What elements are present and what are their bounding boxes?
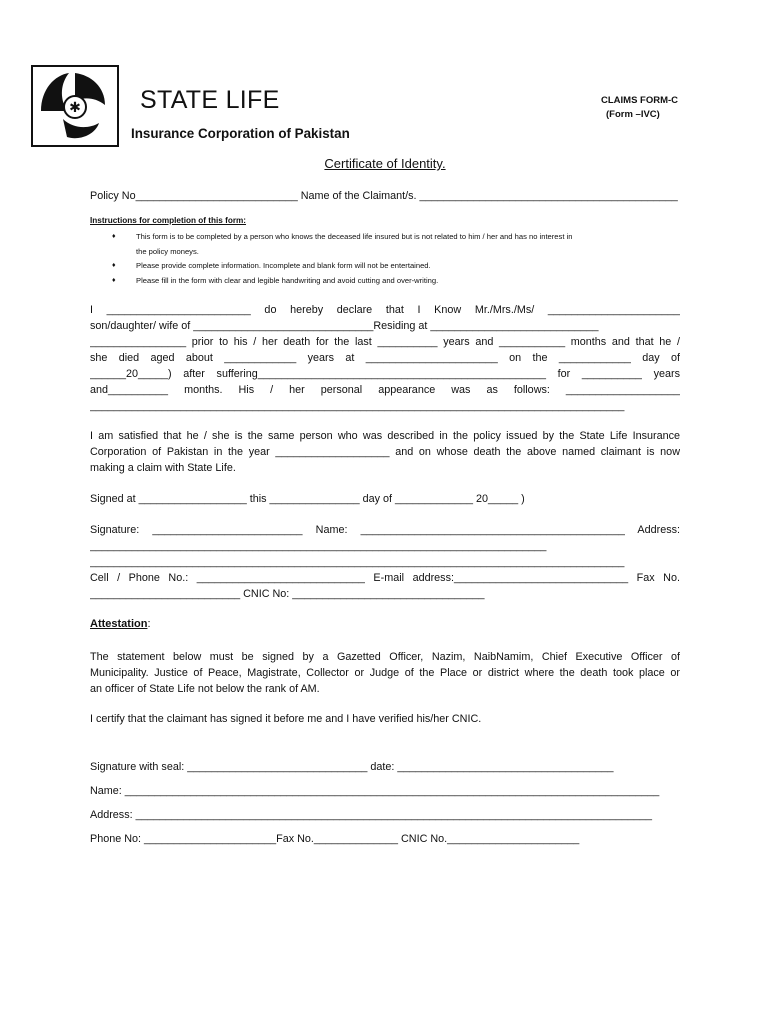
declaration-block[interactable] [90,302,680,414]
form-code: CLAIMS FORM-C [601,95,679,106]
company-subtitle: Insurance Corporation of Pakistan [131,126,350,141]
instruction-item: ♦ This form is to be completed by a person who knows the deceased life insured but is not related to him / her and has no interest in [112,230,684,245]
declaration-line[interactable]: son/daughter/ wife of ______________________________Residing at ____________________________ [90,320,599,332]
form-subcode: (Form –IVC) [606,109,660,120]
signature-block[interactable] [90,522,680,602]
instruction-item-continued: the policy moneys. [136,246,199,256]
attester-name-line[interactable]: Name: _________________________________________________________________________________________ [90,785,660,797]
attester-address-line[interactable]: Address: ______________________________________________________________________________________ [90,809,653,821]
instruction-item: ♦ Please provide complete information. Incomplete and blank form will not be entertained. [112,259,684,274]
certify-statement: I certify that the claimant has signed it before me and I have verified his/her CNIC. [90,713,482,725]
contact-line[interactable]: Cell / Phone No.: ____________________________ E-mail address:_____________________________ Fax No. [90,572,680,584]
company-name: STATE LIFE [140,86,280,114]
declaration-line[interactable]: I ________________________ do hereby declare that I Know Mr./Mrs./Ms/ ______________________ [90,304,680,316]
state-life-logo-icon [31,65,119,147]
signature-seal-date-line[interactable]: Signature with seal: ______________________________ date: ____________________________________ [90,761,614,773]
declaration-line[interactable]: and__________ months. His / her personal appearance was as follows: ___________________ [90,384,680,396]
declaration-line[interactable]: _________________________________________________________________________________________ [90,400,625,412]
form-code-block [601,94,678,122]
address-line[interactable]: ____________________________________________________________________________ [90,540,547,552]
attestation-fields[interactable] [90,759,690,847]
declaration-line[interactable]: ________________ prior to his / her death for the last __________ years and ___________ months and that he / [90,336,680,348]
certificate-title: Certificate of Identity. [324,156,446,171]
declaration-line[interactable]: she died aged about ____________ years at ______________________ on the ____________ day of [90,352,680,364]
bullet-icon: ♦ [112,276,116,284]
attestation-statement: The statement below must be signed by a Gazetted Officer, Nazim, NaibNamim, Chief Executive Officer of Municipality. Justice of Peace, Magistrate, Collector or Judge of the Place or district where the death took place or an officer of State Life not below the rank of AM. [90,651,680,695]
signature-name-address-line[interactable]: Signature: _________________________ Name: ____________________________________________ Address: [90,524,680,536]
instructions-list [112,230,684,288]
bullet-icon: ♦ [112,262,116,269]
policy-claimant-line[interactable]: Policy No___________________________ Name of the Claimant/s. ___________________________________________ [90,190,678,202]
address-line[interactable]: _________________________________________________________________________________________ [90,556,625,568]
bullet-icon: ♦ [112,233,116,240]
attestation-heading: Attestation: [90,618,151,630]
declaration-line[interactable]: ______20_____) after suffering________________________________________________ for __________ years [90,368,680,380]
svg-text:✱: ✱ [69,100,81,116]
instruction-item: ♦ Please fill in the form with clear and legible handwriting and avoid cutting and over-writing. [112,274,684,289]
fax-cnic-line[interactable]: _________________________ CNIC No: ________________________________ [90,588,485,600]
satisfaction-paragraph[interactable]: I am satisfied that he / she is the same person who was described in the policy issued by the State Life Insurance Corporation of Pakistan in the year ___________________ and on whose death the above named claimant is now making a claim with State Life. [90,430,680,474]
instructions-heading: Instructions for completion of this form: [90,216,247,225]
attester-phone-fax-cnic-line[interactable]: Phone No: ______________________Fax No.______________ CNIC No.______________________ [90,833,580,845]
signed-at-line[interactable]: Signed at __________________ this _______________ day of _____________ 20_____ ) [90,493,525,505]
